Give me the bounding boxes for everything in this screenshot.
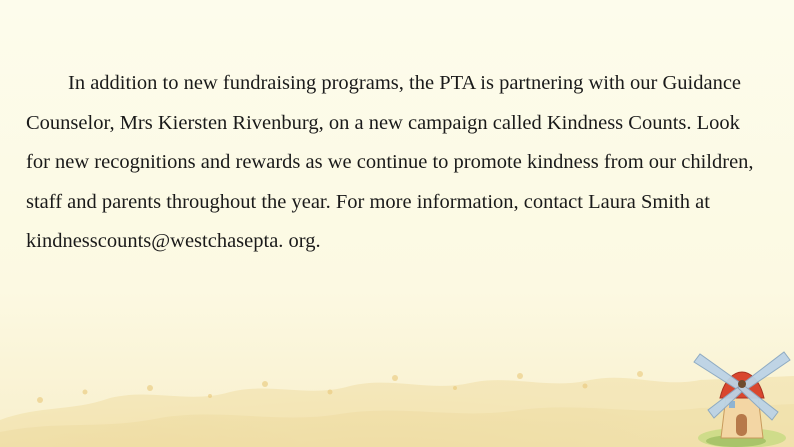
grass-field-decoration — [0, 376, 794, 447]
body-paragraph: In addition to new fundraising programs, the PTA is partnering with our Guidance Counselor, Mrs Kiersten Rivenburg, on a new campaign called Kindness Counts. Look for new recognitions and rewards as we continue to promote kindness from our children, staff and parents throughout the year. For more information, contact Laura Smith at kindnesscounts@westchasepta. org. — [26, 72, 754, 252]
